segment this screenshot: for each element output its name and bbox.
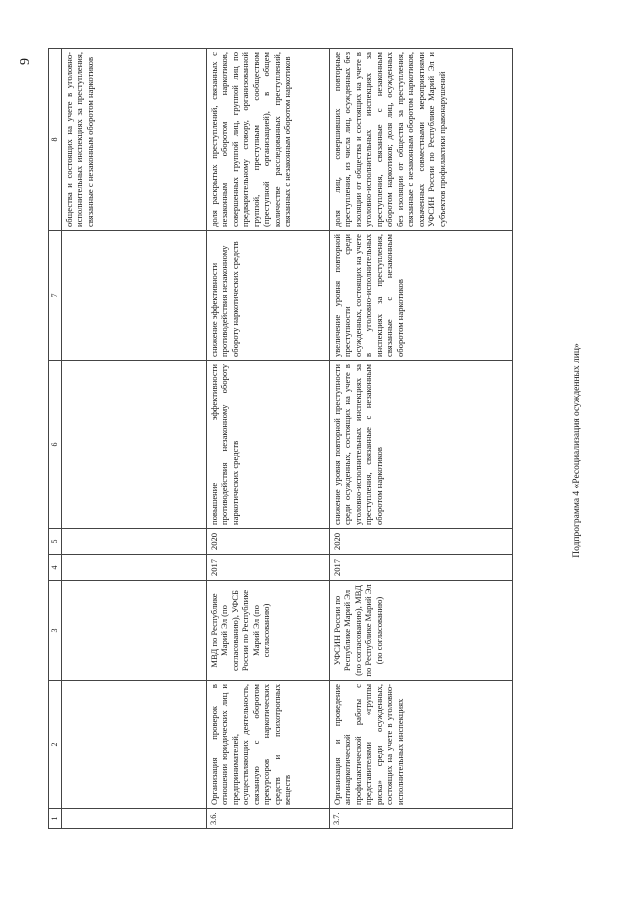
consequences-cell: увеличение уровня повторной преступности среди осужденных, состоящих на учете в уголовно-исполнительных инспекциях за преступления, связанные с незаконным оборотом наркотиков <box>329 231 512 361</box>
activity-cell: Организация и проведение антинаркотической профилактической работы с представителями «группы риска» среди осужденных, состоящих на учете в уголовно-исполнительных инспекциях <box>329 681 512 809</box>
row-number <box>61 809 206 829</box>
indicator-cell: доля раскрытых преступлений, связанных с незаконным оборотом наркотиков, совершенных группой лиц, группой лиц по предварительному сговору, организованной группой, преступным сообществом (преступной организацией), в общем количестве расследованных преступлений, связанных с незаконным оборотом наркотиков <box>206 49 329 231</box>
executor-cell: УФСИН России по Республике Марий Эл (по согласованию), МВД по Республике Марий Эл (по согласованию) <box>329 581 512 681</box>
column-header: 6 <box>49 361 62 529</box>
page-number: 9 <box>18 58 33 65</box>
activity-cell <box>61 681 206 809</box>
result-cell: снижение уровня повторной преступности среди осужденных, состоящих на учете в уголовно-исполнительных инспекциях за преступления, связанные с незаконным оборотом наркотиков <box>329 361 512 529</box>
indicator-cell: доля лиц, совершивших повторные преступления, из числа лиц, осужденных без изоляции от общества и состоящих на учете в уголовно-исполнительных инспекциях за преступления, связанные с незаконным оборотом наркотиков; доля лиц, осужденных без изоляции от общества за преступления, связанные с незаконным оборотом наркотиков, охваченных совместными мероприятиями УФСИН России по Республике Марий Эл и субъектов профилактики правонарушений <box>329 49 512 231</box>
table-row <box>329 49 512 829</box>
column-header: 1 <box>49 809 62 829</box>
result-cell: повышение эффективности противодействия незаконному обороту наркотических средств <box>206 361 329 529</box>
column-header: 3 <box>49 581 62 681</box>
consequences-cell <box>61 231 206 361</box>
row-number: 3.7. <box>329 809 512 829</box>
executor-cell: МВД по Республике Марий Эл (по согласованию), УФСБ России по Республике Марий Эл (по согласованию) <box>206 581 329 681</box>
end-year-cell <box>61 529 206 555</box>
table-row <box>61 49 206 829</box>
column-header: 4 <box>49 555 62 581</box>
row-number: 3.6. <box>206 809 329 829</box>
indicator-cell: общества и состоящих на учете в уголовно-исполнительных инспекциях за преступления, связанные с незаконным оборотом наркотиков <box>61 49 206 231</box>
activity-cell: Организация проверок в отношении юридических лиц и предпринимателей, осуществляющих деятельность, связанную с оборотом прекурсоров наркотических средств и психотропных веществ <box>206 681 329 809</box>
executor-cell <box>61 581 206 681</box>
start-year-cell <box>61 555 206 581</box>
table-row <box>206 49 329 829</box>
result-cell <box>61 361 206 529</box>
consequences-cell: снижение эффективности противодействия незаконному обороту наркотических средств <box>206 231 329 361</box>
start-year-cell: 2017 <box>329 555 512 581</box>
column-header: 8 <box>49 49 62 231</box>
subprogram-footer: Подпрограмма 4 «Ресоциализация осужденных лиц» <box>572 343 582 558</box>
header-row <box>49 49 62 829</box>
end-year-cell: 2020 <box>329 529 512 555</box>
measures-table <box>48 48 513 829</box>
column-header: 5 <box>49 529 62 555</box>
start-year-cell: 2017 <box>206 555 329 581</box>
end-year-cell: 2020 <box>206 529 329 555</box>
column-header: 7 <box>49 231 62 361</box>
column-header: 2 <box>49 681 62 809</box>
